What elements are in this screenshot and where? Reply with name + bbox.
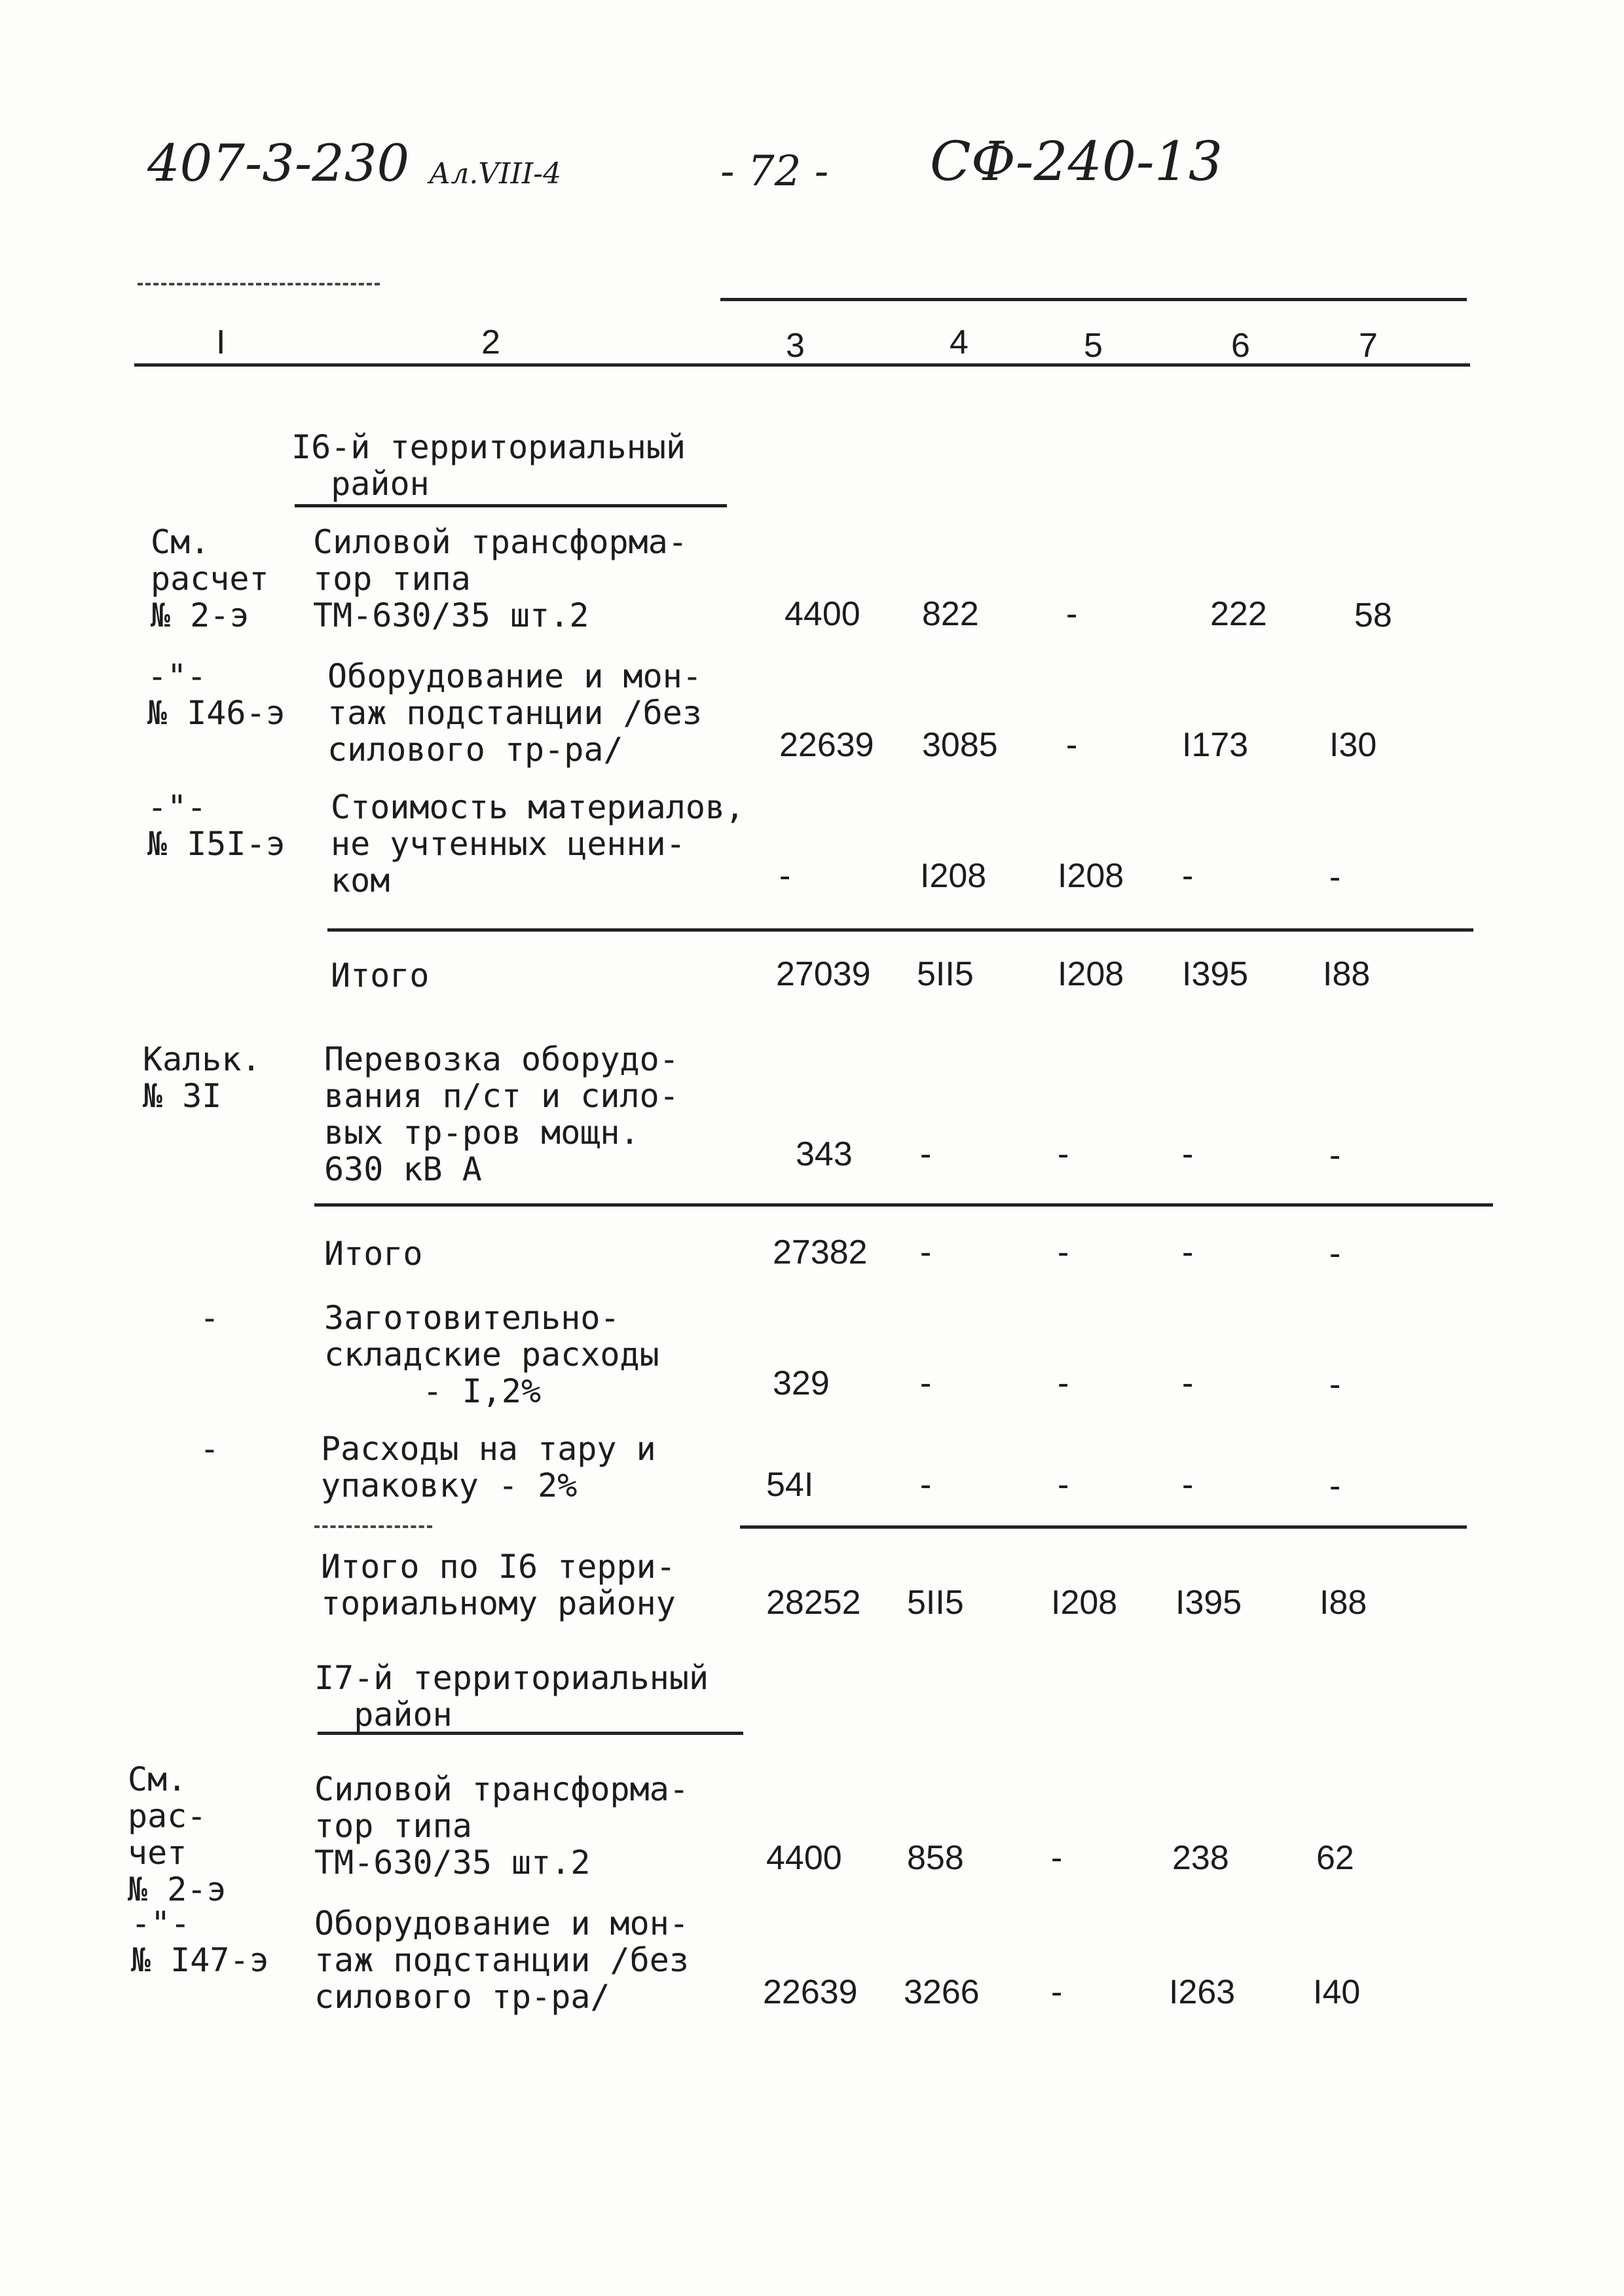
col5-cell: I208 <box>1051 1584 1118 1622</box>
subtotal-rule <box>327 928 1473 932</box>
col6-cell: - <box>1182 1466 1194 1504</box>
description-cell: Силовой трансформа- тор типа ТМ-630/35 шт.2 <box>313 523 688 634</box>
col6-cell: I263 <box>1169 1973 1236 2011</box>
col4-cell: 3085 <box>922 726 998 764</box>
description-cell: Расходы на тару и упаковку - 2% <box>321 1430 656 1504</box>
col3-cell: 4400 <box>784 595 860 633</box>
col3-cell: 22639 <box>763 1973 858 2011</box>
col7-cell: - <box>1329 1235 1341 1273</box>
reference-cell: -"- № I47-э <box>131 1904 269 1979</box>
document-code: 407-3-230 <box>147 134 410 193</box>
col6-cell: - <box>1182 857 1194 895</box>
col5-cell: - <box>1066 595 1078 633</box>
reference-cell: - <box>200 1430 220 1468</box>
col6-cell: - <box>1182 1135 1194 1173</box>
col3-cell: 27382 <box>773 1233 868 1271</box>
col7-cell: 58 <box>1354 596 1392 634</box>
reference-cell: - <box>200 1299 220 1337</box>
total-rule <box>740 1525 1467 1529</box>
col7-cell: I30 <box>1329 726 1377 764</box>
reference-cell: Кальк. № 3I <box>143 1040 261 1115</box>
col7-cell: - <box>1329 858 1341 896</box>
col6-cell: - <box>1182 1364 1194 1402</box>
description-cell: Итого <box>331 957 430 994</box>
description-cell: Оборудование и мон- таж подстанции /без силового тр-ра/ <box>327 657 702 769</box>
col5-cell: - <box>1058 1364 1069 1402</box>
col5-cell: I208 <box>1058 857 1124 895</box>
col4-cell: 858 <box>907 1839 964 1877</box>
col5-cell: - <box>1066 726 1078 764</box>
col4-cell: - <box>920 1364 932 1402</box>
col3-cell: 22639 <box>779 726 874 764</box>
description-cell: Стоимость материалов, не учтенных ценни- ком <box>331 788 745 900</box>
col7-cell: I88 <box>1323 955 1371 993</box>
col7-cell: 62 <box>1316 1839 1354 1877</box>
col3-cell: 54I <box>766 1466 814 1504</box>
col7-cell: - <box>1329 1137 1341 1175</box>
col6-cell: 238 <box>1172 1839 1229 1877</box>
column-header-3: 3 <box>786 327 805 365</box>
col3-cell: 329 <box>773 1364 830 1402</box>
section-17-title: I7-й территориальный район <box>314 1659 709 1734</box>
col4-cell: I208 <box>920 857 987 895</box>
col5-cell: - <box>1058 1233 1069 1271</box>
col6-cell: I173 <box>1182 726 1249 764</box>
col5-cell: - <box>1058 1466 1069 1504</box>
col3-cell: - <box>779 857 791 895</box>
reference-cell: -"- № I5I-э <box>147 788 286 863</box>
column-header-2: 2 <box>481 323 500 361</box>
col5-cell: - <box>1058 1135 1069 1173</box>
sheet-code: СФ-240-13 <box>930 131 1223 193</box>
reference-cell: См. расчет № 2-э <box>151 523 269 634</box>
col3-cell: 27039 <box>776 955 871 993</box>
col4-cell: - <box>920 1135 932 1173</box>
col4-cell: - <box>920 1233 932 1271</box>
col4-cell: 5II5 <box>907 1584 964 1622</box>
col4-cell: 3266 <box>904 1973 980 2011</box>
col5-cell: I208 <box>1058 955 1124 993</box>
reference-cell: См. рас- чет № 2-э <box>128 1760 227 1908</box>
col3-cell: 343 <box>796 1135 853 1173</box>
total-rule-left <box>314 1525 432 1528</box>
subtotal-rule <box>314 1203 1493 1207</box>
col5-cell: - <box>1051 1973 1063 2011</box>
description-cell: Оборудование и мон- таж подстанции /без силового тр-ра/ <box>314 1904 689 2016</box>
column-header-5: 5 <box>1084 327 1103 365</box>
section-16-underline <box>295 504 727 507</box>
col7-cell: I88 <box>1320 1584 1367 1622</box>
col4-cell: 822 <box>922 595 979 633</box>
column-header-4: 4 <box>950 323 969 361</box>
album-reference: Ал.VIII-4 <box>429 157 562 191</box>
col7-cell: - <box>1329 1366 1341 1404</box>
page-number: - 72 - <box>720 147 829 196</box>
col5-cell: - <box>1051 1839 1063 1877</box>
col6-cell: - <box>1182 1233 1194 1271</box>
column-header-1: I <box>216 323 226 361</box>
col6-cell: 222 <box>1210 595 1267 633</box>
col6-cell: I395 <box>1175 1584 1242 1622</box>
section-17-underline <box>318 1732 743 1735</box>
description-cell: Заготовительно- складские расходы - I,2% <box>324 1299 659 1410</box>
description-cell: Итого по I6 терри- ториальному району <box>321 1548 676 1622</box>
col3-cell: 4400 <box>766 1839 842 1877</box>
header-top-rule <box>720 298 1467 301</box>
description-cell: Силовой трансформа- тор типа ТМ-630/35 шт.2 <box>314 1770 689 1882</box>
col7-cell: - <box>1329 1467 1341 1505</box>
col3-cell: 28252 <box>766 1584 861 1622</box>
description-cell: Перевозка оборудо- вания п/ст и сило- вых тр-ров мощн. 630 кВ А <box>324 1040 679 1188</box>
reference-cell: -"- № I46-э <box>147 657 286 732</box>
description-cell: Итого <box>324 1235 423 1273</box>
col7-cell: I40 <box>1313 1973 1361 2011</box>
col4-cell: - <box>920 1466 932 1504</box>
section-16-title: I6-й территориальный район <box>291 428 686 503</box>
column-header-7: 7 <box>1359 327 1378 365</box>
col4-cell: 5II5 <box>917 955 974 993</box>
column-header-6: 6 <box>1231 327 1250 365</box>
header-top-rule-left <box>138 283 380 285</box>
col6-cell: I395 <box>1182 955 1249 993</box>
